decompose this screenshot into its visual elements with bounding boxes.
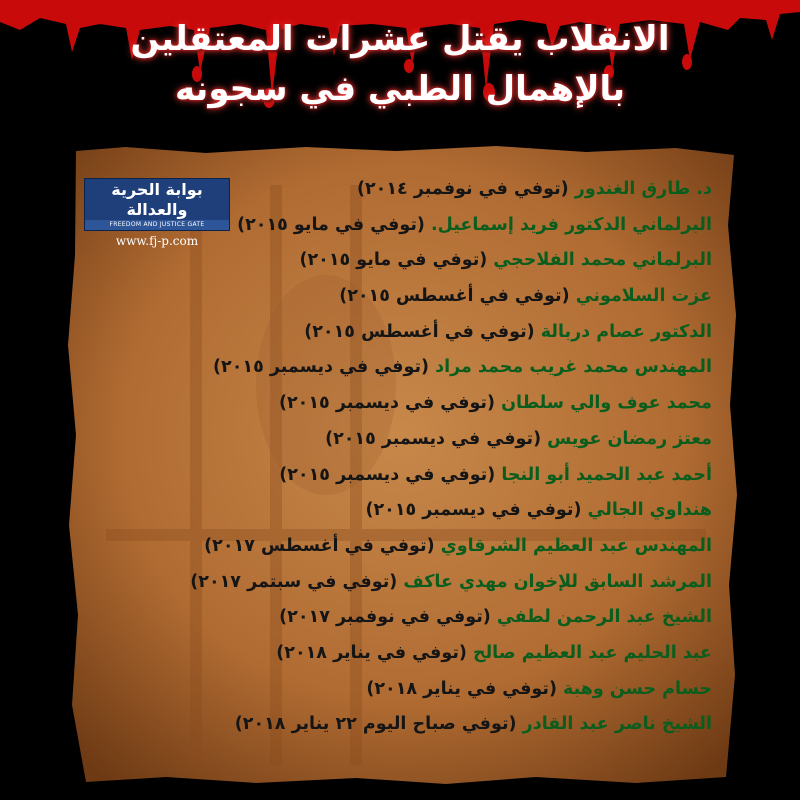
entry-date: (توفي في ديسمبر ٢٠١٥) bbox=[325, 428, 542, 449]
entry-name: الدكتور عصام دربالة bbox=[540, 321, 712, 342]
entry-name: هنداوي الجالي bbox=[587, 500, 712, 521]
list-item bbox=[112, 243, 712, 279]
list-item bbox=[112, 386, 712, 422]
entry-name: المهندس محمد غريب محمد مراد bbox=[435, 357, 712, 378]
list-item bbox=[112, 458, 712, 494]
list-item bbox=[112, 565, 712, 601]
entry-date: (توفي في ديسمبر ٢٠١٥) bbox=[365, 500, 582, 521]
entry-name: أحمد عبد الحميد أبو النجا bbox=[501, 464, 712, 485]
list-item bbox=[112, 208, 712, 244]
entry-date: (توفي في ديسمبر ٢٠١٥) bbox=[279, 393, 496, 414]
entry-name: البرلماني محمد الفلاحجي bbox=[493, 250, 712, 271]
entry-name: المهندس عبد العظيم الشرقاوي bbox=[440, 535, 712, 556]
entry-name: د. طارق الغندور bbox=[574, 179, 712, 199]
entry-date: (توفي في مايو ٢٠١٥) bbox=[299, 250, 488, 271]
list-item bbox=[112, 529, 712, 565]
headline bbox=[0, 14, 800, 114]
entry-name: محمد عوف والي سلطان bbox=[501, 393, 712, 414]
logo-url: www.fj-p.com bbox=[115, 234, 199, 248]
entry-name: الشيخ ناصر عبد القادر bbox=[522, 714, 712, 735]
entry-date: (توفي في نوفمبر ٢٠١٧) bbox=[279, 607, 491, 628]
entry-name: المرشد السابق للإخوان مهدي عاكف bbox=[403, 571, 712, 592]
entry-date: (توفي في ديسمبر ٢٠١٥) bbox=[213, 357, 430, 378]
list-item bbox=[112, 636, 712, 672]
entry-date: (توفي في نوفمبر ٢٠١٤) bbox=[357, 179, 569, 199]
list-item bbox=[112, 600, 712, 636]
entry-name: الشيخ عبد الرحمن لطفي bbox=[496, 607, 712, 628]
logo-english: FREEDOM AND JUSTICE GATE bbox=[85, 220, 229, 230]
list-item bbox=[112, 493, 712, 529]
list-item bbox=[112, 672, 712, 708]
entry-date: (توفي في أغسطس ٢٠١٧) bbox=[204, 535, 435, 556]
entry-date: (توفي في مايو ٢٠١٥) bbox=[237, 214, 425, 235]
entry-date: (توفي في أغسطس ٢٠١٥) bbox=[339, 286, 570, 307]
detainee-list bbox=[112, 172, 712, 743]
entry-name: عبد الحليم عبد العظيم صالح bbox=[472, 642, 712, 663]
entry-date: (توفي في سبتمر ٢٠١٧) bbox=[190, 571, 398, 592]
list-item bbox=[112, 422, 712, 458]
entry-date: (توفي صباح اليوم ٢٢ يناير ٢٠١٨) bbox=[234, 714, 517, 735]
entry-name: معتز رمضان عويس bbox=[547, 428, 712, 449]
list-item bbox=[112, 315, 712, 351]
entry-name: عزت السلاموني bbox=[575, 286, 712, 307]
entry-date: (توفي في ديسمبر ٢٠١٥) bbox=[279, 464, 496, 485]
headline-line-2: بالإهمال الطبي في سجونه bbox=[174, 69, 626, 109]
list-item bbox=[112, 279, 712, 315]
list-item bbox=[112, 172, 712, 208]
entry-name: حسام حسن وهبة bbox=[563, 678, 712, 699]
entry-name: البرلماني الدكتور فريد إسماعيل. bbox=[431, 214, 712, 235]
entry-date: (توفي في يناير ٢٠١٨) bbox=[366, 678, 557, 699]
list-item bbox=[112, 350, 712, 386]
headline-line-1: الانقلاب يقتل عشرات المعتقلين bbox=[130, 19, 670, 59]
entry-date: (توفي في أغسطس ٢٠١٥) bbox=[304, 321, 535, 342]
list-item bbox=[112, 707, 712, 743]
logo-arabic: بوابة الحرية والعدالة bbox=[111, 180, 203, 219]
entry-date: (توفي في يناير ٢٠١٨) bbox=[276, 642, 467, 663]
